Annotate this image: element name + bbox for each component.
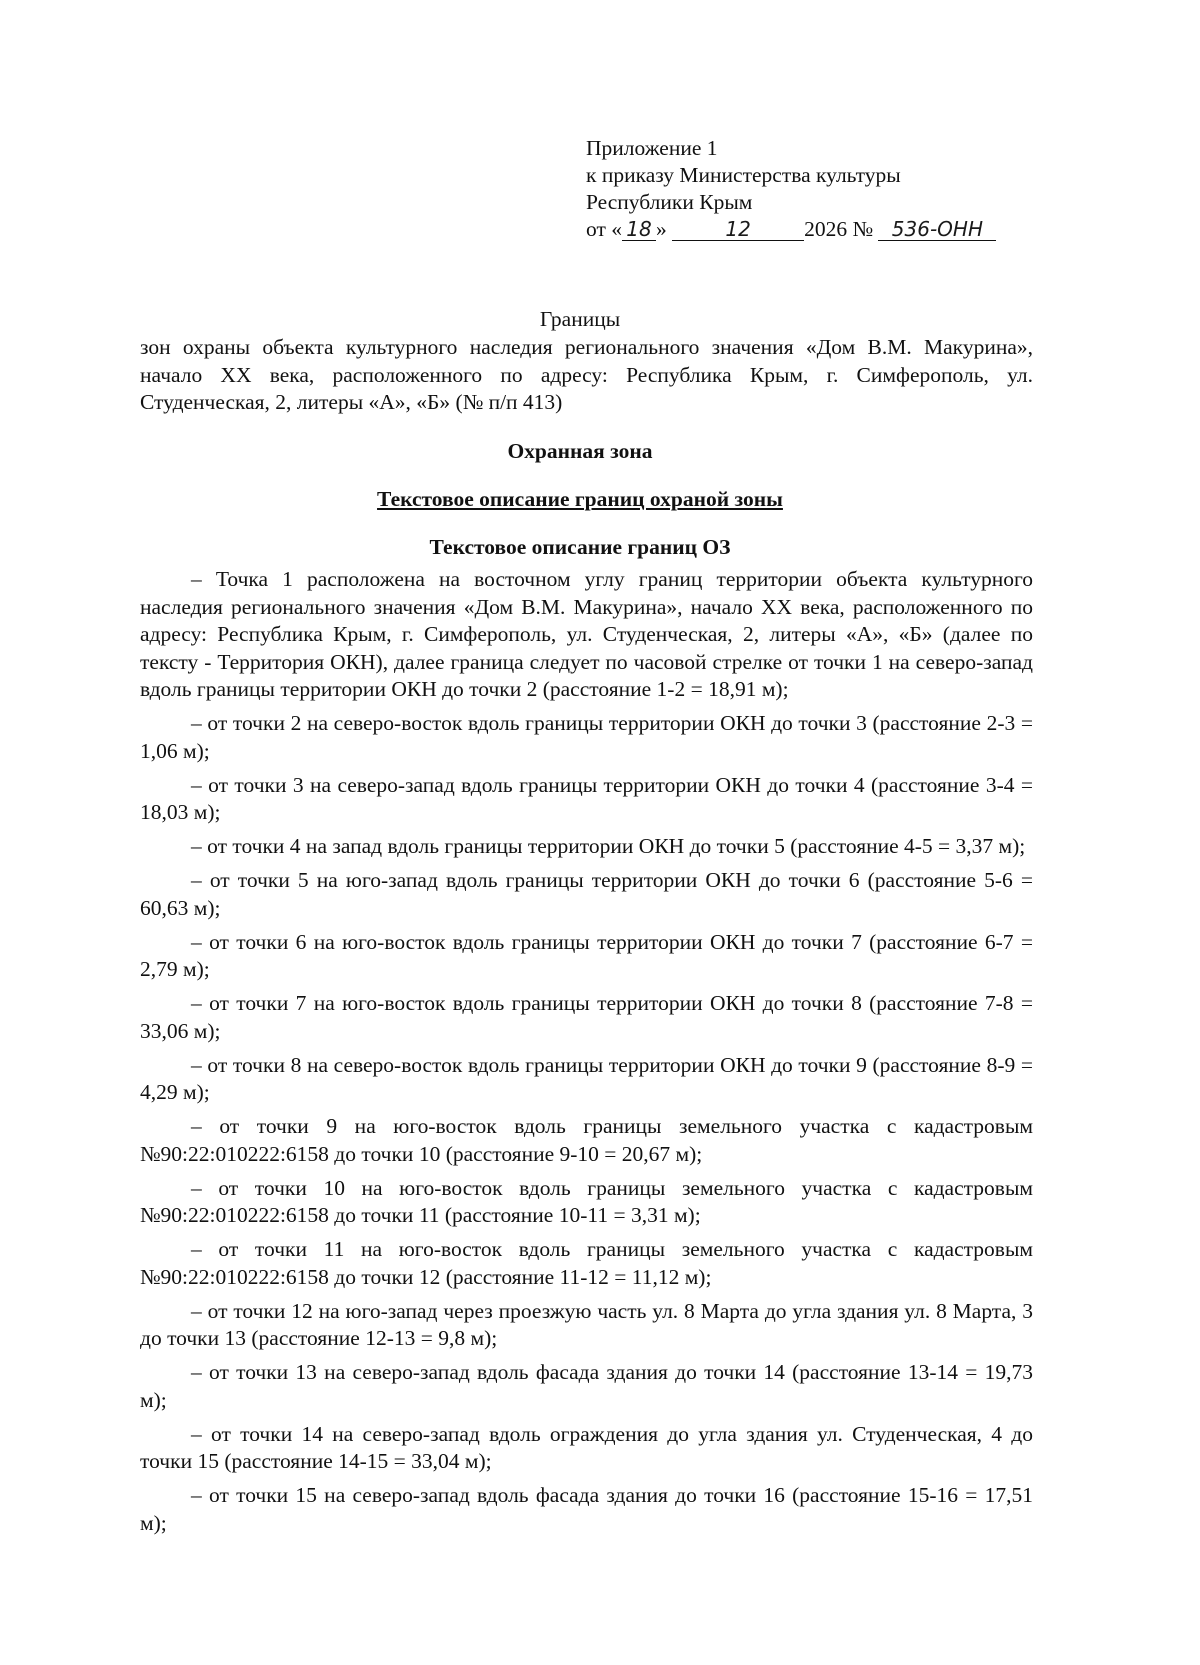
zone-heading: Охранная зона	[507, 439, 653, 463]
paragraph: – от точки 3 на северо-запад вдоль границы территории ОКН до точки 4 (расстояние 3-4 = 18,03 м);	[140, 772, 1033, 824]
paragraph: – Точка 1 расположена на восточном углу границ территории объекта культурного наследия регионального значения «Дом В.М. Макурина», начало XX века, расположенного по адресу: Республика Крым, г. Симферополь, ул. Студенческая, 2, литеры «А», «Б» (далее по тексту - Территория ОКН), далее граница следует по часовой стрелке от точки 1 на северо-запад вдоль границы территории ОКН до точки 2 (расстояние 1-2 = 18,91 м);	[140, 567, 1033, 701]
paragraph: – от точки 7 на юго-восток вдоль границы территории ОКН до точки 8 (расстояние 7-8 = 33,06 м);	[140, 991, 1033, 1043]
day-handwritten: 18	[626, 217, 652, 241]
order-number-field	[878, 218, 996, 241]
year-number-label: 2026 №	[804, 217, 874, 241]
appendix-block	[586, 135, 1046, 243]
paragraph: – от точки 8 на северо-восток вдоль границы территории ОКН до точки 9 (расстояние 8-9 = 4,29 м);	[140, 1052, 1033, 1104]
date-close: »	[656, 217, 667, 241]
paragraph: – от точки 2 на северо-восток вдоль границы территории ОКН до точки 3 (расстояние 2-3 = 1,06 м);	[140, 711, 1033, 763]
day-field	[622, 218, 656, 241]
paragraph: – от точки 15 на северо-запад вдоль фасада здания до точки 16 (расстояние 15-16 = 17,51 м);	[140, 1483, 1033, 1535]
appendix-date-line	[586, 216, 1046, 243]
document-title: Границы	[539, 307, 621, 331]
boundary-description	[140, 566, 1033, 1544]
paragraph: – от точки 12 на юго-запад через проезжую часть ул. 8 Марта до угла здания ул. 8 Марта, 3 до точки 13 (расстояние 12-13 = 9,8 м);	[140, 1298, 1033, 1350]
document-subtitle: зон охраны объекта культурного наследия регионального значения «Дом В.М. Макурина», начало XX века, расположенного по адресу: Республика Крым, г. Симферополь, ул. Студенческая, 2, литеры «А», «Б» (№ п/п 413)	[140, 335, 1033, 414]
oz-description-heading: Текстовое описание границ ОЗ	[429, 535, 731, 559]
text-description-heading: Текстовое описание границ охраной зоны	[377, 487, 783, 511]
paragraph: – от точки 11 на юго-восток вдоль границы земельного участка с кадастровым №90:22:010222:6158 до точки 12 (расстояние 11-12 = 11,12 м);	[140, 1237, 1033, 1289]
paragraph: – от точки 6 на юго-восток вдоль границы территории ОКН до точки 7 (расстояние 6-7 = 2,79 м);	[140, 929, 1033, 981]
appendix-line-2: к приказу Министерства культуры	[586, 163, 901, 187]
month-handwritten: 12	[725, 217, 751, 241]
month-field	[672, 218, 804, 241]
appendix-line-1: Приложение 1	[586, 136, 718, 160]
paragraph: – от точки 14 на северо-запад вдоль ограждения до угла здания ул. Студенческая, 4 до точки 15 (расстояние 14-15 = 33,04 м);	[140, 1421, 1033, 1473]
date-prefix: от «	[586, 217, 622, 241]
paragraph: – от точки 13 на северо-запад вдоль фасада здания до точки 14 (расстояние 13-14 = 19,73 м);	[140, 1360, 1033, 1412]
paragraph: – от точки 4 на запад вдоль границы территории ОКН до точки 5 (расстояние 4-5 = 3,37 м);	[191, 834, 1026, 858]
paragraph: – от точки 10 на юго-восток вдоль границы земельного участка с кадастровым №90:22:010222:6158 до точки 11 (расстояние 10-11 = 3,31 м);	[140, 1175, 1033, 1227]
paragraph: – от точки 5 на юго-запад вдоль границы территории ОКН до точки 6 (расстояние 5-6 = 60,63 м);	[140, 868, 1033, 920]
appendix-line-3: Республики Крым	[586, 190, 753, 214]
paragraph: – от точки 9 на юго-восток вдоль границы земельного участка с кадастровым №90:22:010222:6158 до точки 10 (расстояние 9-10 = 20,67 м);	[140, 1114, 1033, 1166]
order-number-handwritten: 536-ОНН	[891, 217, 983, 241]
